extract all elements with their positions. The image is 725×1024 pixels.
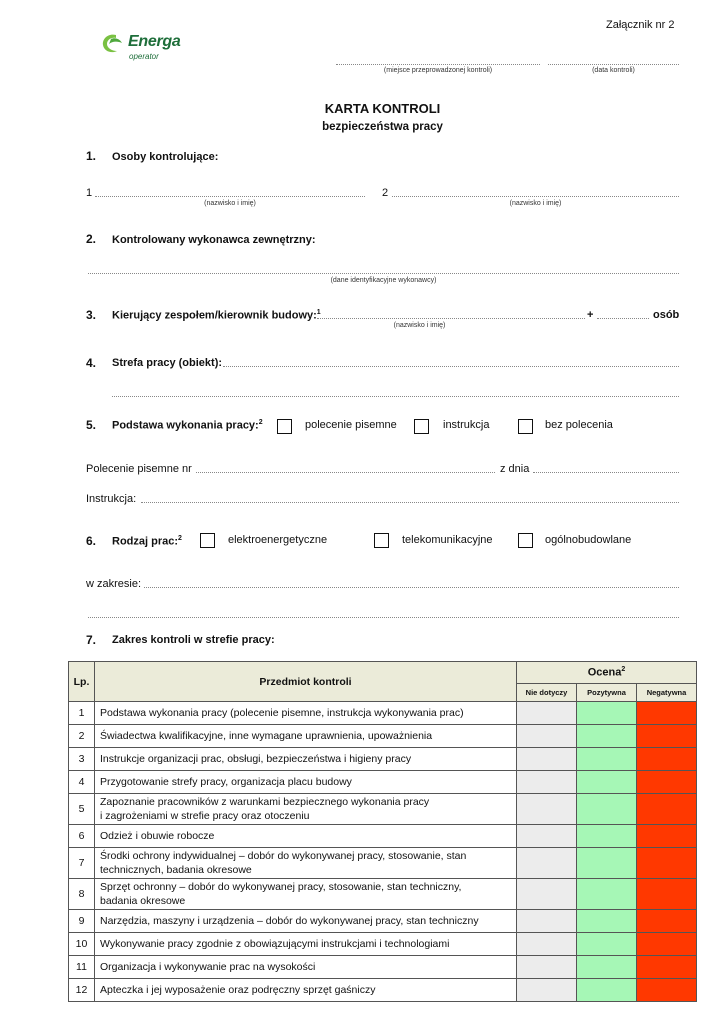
row-subject-line: badania okresowe — [100, 895, 186, 907]
s1-person2-num: 2 — [382, 187, 389, 199]
table-row — [69, 979, 697, 1002]
s1-person1-field[interactable] — [95, 196, 365, 197]
row-subject-line: Sprzęt ochronny – dobór do wykonywanej pracy, stosowanie, stan techniczny, — [100, 881, 462, 893]
s5-option-instruction: instrukcja — [443, 419, 490, 431]
row-subject-line: Zapoznanie pracowników z warunkami bezpiecznego wykonania pracy — [100, 796, 430, 808]
page-subtitle: bezpieczeństwa pracy — [322, 121, 443, 133]
cell-not-applicable[interactable] — [517, 933, 577, 956]
row-subject — [95, 910, 517, 933]
rating-footnote: 2 — [621, 666, 626, 674]
cell-positive[interactable] — [577, 825, 637, 848]
row-subject-line: Narzędzia, maszyny i urządzenia – dobór do wykonywanej pracy, stan techniczny — [100, 915, 479, 927]
cell-negative[interactable] — [637, 794, 697, 825]
s6-checkbox-construction[interactable] — [518, 533, 533, 548]
s5-option-no-order: bez polecenia — [545, 419, 613, 431]
cell-negative[interactable] — [637, 702, 697, 725]
row-subject — [95, 725, 517, 748]
s3-footnote: 1 — [316, 309, 321, 316]
date-field[interactable] — [548, 64, 679, 65]
s7-label: Zakres kontroli w strefie pracy: — [112, 634, 275, 646]
s6-option-telecom: telekomunikacyjne — [402, 534, 493, 546]
s3-number: 3. — [86, 308, 97, 322]
s5-order-date-field[interactable] — [533, 472, 679, 473]
cell-negative[interactable] — [637, 725, 697, 748]
cell-not-applicable[interactable] — [517, 879, 577, 910]
row-subject — [95, 879, 517, 910]
s2-number: 2. — [86, 232, 97, 246]
cell-negative[interactable] — [637, 748, 697, 771]
row-subject — [95, 933, 517, 956]
cell-not-applicable[interactable] — [517, 725, 577, 748]
table-row — [69, 848, 697, 879]
row-lp: 11 — [69, 956, 95, 979]
row-subject-line: Środki ochrony indywidualnej – dobór do wykonywanej pracy, stosowanie, stan — [100, 850, 467, 862]
s4-zone-field-2[interactable] — [112, 396, 679, 397]
row-subject-line: Organizacja i wykonywanie prac na wysokości — [100, 961, 316, 973]
row-lp: 9 — [69, 910, 95, 933]
table-row — [69, 702, 697, 725]
cell-not-applicable[interactable] — [517, 702, 577, 725]
row-subject — [95, 794, 517, 825]
page-title: KARTA KONTROLI — [324, 101, 441, 116]
s5-instruction-label: Instrukcja: — [86, 493, 137, 505]
cell-not-applicable[interactable] — [517, 956, 577, 979]
s6-number: 6. — [86, 534, 97, 548]
cell-positive[interactable] — [577, 771, 637, 794]
s6-option-construction: ogólnobudowlane — [545, 534, 632, 546]
s1-person2-field[interactable] — [392, 196, 679, 197]
s5-date-label: z dnia — [500, 463, 530, 475]
s2-caption: (dane identyfikacyjne wykonawcy) — [330, 277, 437, 284]
row-subject-line: Wykonywanie pracy zgodnie z obowiązującymi instrukcjami i technologiami — [100, 938, 450, 950]
s1-caption2: (nazwisko i imię) — [509, 200, 562, 207]
cell-not-applicable[interactable] — [517, 748, 577, 771]
col-rating-header: Ocena$^2$ — [517, 662, 697, 684]
cell-not-applicable[interactable] — [517, 910, 577, 933]
cell-positive[interactable] — [577, 702, 637, 725]
s6-checkbox-telecom[interactable] — [374, 533, 389, 548]
s6-scope-field[interactable] — [144, 587, 679, 588]
table-row — [69, 748, 697, 771]
s1-number: 1. — [86, 149, 97, 163]
s3-label: Kierujący zespołem/kierownik budowy:$^1$ — [112, 309, 321, 322]
cell-positive[interactable] — [577, 979, 637, 1002]
table-row — [69, 933, 697, 956]
s6-footnote: 2 — [178, 535, 182, 542]
col-positive-header: Pozytywna — [577, 684, 637, 702]
s7-number: 7. — [86, 633, 97, 647]
table-row — [69, 825, 697, 848]
row-subject — [95, 771, 517, 794]
row-subject-line: Instrukcje organizacji prac, obsługi, bezpieczeństwa i higieny pracy — [100, 753, 412, 765]
row-subject-line: technicznych, badania okresowe — [100, 864, 252, 876]
row-lp: 5 — [69, 794, 95, 825]
s5-footnote: 2 — [258, 419, 263, 426]
place-caption: (miejsce przeprowadzonej kontroli) — [383, 67, 493, 74]
s3-caption: (nazwisko i imię) — [393, 322, 446, 329]
cell-positive[interactable] — [577, 879, 637, 910]
row-subject — [95, 702, 517, 725]
control-table-body — [69, 702, 697, 1002]
table-row — [69, 794, 697, 825]
cell-not-applicable[interactable] — [517, 794, 577, 825]
cell-negative[interactable] — [637, 879, 697, 910]
row-lp: 2 — [69, 725, 95, 748]
row-subject — [95, 825, 517, 848]
col-negative-header: Negatywna — [637, 684, 697, 702]
table-row — [69, 725, 697, 748]
place-field[interactable] — [336, 64, 540, 65]
row-lp: 10 — [69, 933, 95, 956]
row-lp: 3 — [69, 748, 95, 771]
row-lp: 12 — [69, 979, 95, 1002]
row-subject — [95, 748, 517, 771]
row-subject-line: Odzież i obuwie robocze — [100, 830, 215, 842]
row-subject-line: Przygotowanie strefy pracy, organizacja placu budowy — [100, 776, 352, 788]
table-row — [69, 910, 697, 933]
cell-not-applicable[interactable] — [517, 979, 577, 1002]
cell-positive[interactable] — [577, 725, 637, 748]
s3-manager-field[interactable] — [317, 318, 585, 319]
cell-negative[interactable] — [637, 910, 697, 933]
cell-negative[interactable] — [637, 933, 697, 956]
row-lp: 8 — [69, 879, 95, 910]
row-lp: 1 — [69, 702, 95, 725]
s5-label: Podstawa wykonania pracy:$^2$ — [112, 419, 263, 432]
s5-order-label: Polecenie pisemne nr — [86, 463, 192, 475]
row-lp: 7 — [69, 848, 95, 879]
s5-checkbox-instruction[interactable] — [414, 419, 429, 434]
logo-brand: Energa — [128, 33, 181, 50]
s6-scope-label: w zakresie: — [86, 578, 142, 590]
row-subject — [95, 848, 517, 879]
date-caption: (data kontroli) — [592, 67, 635, 74]
row-subject — [95, 979, 517, 1002]
s3-persons-label: osób — [653, 309, 680, 321]
s6-option-power: elektroenergetyczne — [228, 534, 328, 546]
cell-positive[interactable] — [577, 748, 637, 771]
cell-positive[interactable] — [577, 794, 637, 825]
cell-positive[interactable] — [577, 933, 637, 956]
s5-checkbox-written-order[interactable] — [277, 419, 292, 434]
row-subject-line: i zagrożeniami w strefie pracy oraz otoczeniu — [100, 810, 310, 822]
cell-negative[interactable] — [637, 825, 697, 848]
s5-checkbox-no-order[interactable] — [518, 419, 533, 434]
cell-negative[interactable] — [637, 771, 697, 794]
cell-not-applicable[interactable] — [517, 825, 577, 848]
cell-not-applicable[interactable] — [517, 848, 577, 879]
s5-instruction-field[interactable] — [141, 502, 679, 503]
logo-sub: operator — [129, 52, 159, 61]
table-row — [69, 879, 697, 910]
row-subject-line: Świadectwa kwalifikacyjne, inne wymagane uprawnienia, upoważnienia — [100, 730, 433, 742]
cell-positive[interactable] — [577, 848, 637, 879]
row-lp: 4 — [69, 771, 95, 794]
col-not-applicable-header: Nie dotyczy — [517, 684, 577, 702]
row-lp: 6 — [69, 825, 95, 848]
s2-contractor-field[interactable] — [88, 273, 679, 274]
s1-caption1: (nazwisko i imię) — [204, 200, 256, 207]
s5-option-written-order: polecenie pisemne — [305, 419, 397, 431]
row-subject-line: Apteczka i jej wyposażenie oraz podręczny sprzęt gaśniczy — [100, 984, 376, 996]
control-table — [68, 661, 697, 1002]
s6-scope-field-2[interactable] — [88, 617, 679, 618]
s3-persons-field[interactable] — [597, 318, 649, 319]
col-subject-header: Przedmiot kontroli — [95, 662, 517, 702]
s4-number: 4. — [86, 356, 97, 370]
energa-logo-icon — [100, 32, 126, 56]
row-subject-line: Podstawa wykonania pracy (polecenie pisemne, instrukcja wykonywania prac) — [100, 707, 464, 719]
s1-label: Osoby kontrolujące: — [112, 151, 219, 163]
s1-person1-num: 1 — [86, 187, 93, 199]
attachment-label: Załącznik nr 2 — [606, 19, 675, 31]
cell-positive[interactable] — [577, 956, 637, 979]
s2-label: Kontrolowany wykonawca zewnętrzny: — [112, 234, 316, 246]
s5-order-number-field[interactable] — [196, 472, 495, 473]
cell-positive[interactable] — [577, 910, 637, 933]
s4-label: Strefa pracy (obiekt): — [112, 357, 223, 369]
s4-zone-field[interactable] — [223, 366, 679, 367]
cell-negative[interactable] — [637, 979, 697, 1002]
col-lp-header: Lp. — [69, 662, 95, 702]
s6-label: Rodzaj prac:$^2$ — [112, 535, 182, 548]
table-row — [69, 771, 697, 794]
table-row — [69, 956, 697, 979]
cell-negative[interactable] — [637, 848, 697, 879]
s3-plus: + — [587, 309, 594, 321]
cell-negative[interactable] — [637, 956, 697, 979]
row-subject — [95, 956, 517, 979]
s5-number: 5. — [86, 418, 97, 432]
cell-not-applicable[interactable] — [517, 771, 577, 794]
s6-checkbox-power[interactable] — [200, 533, 215, 548]
